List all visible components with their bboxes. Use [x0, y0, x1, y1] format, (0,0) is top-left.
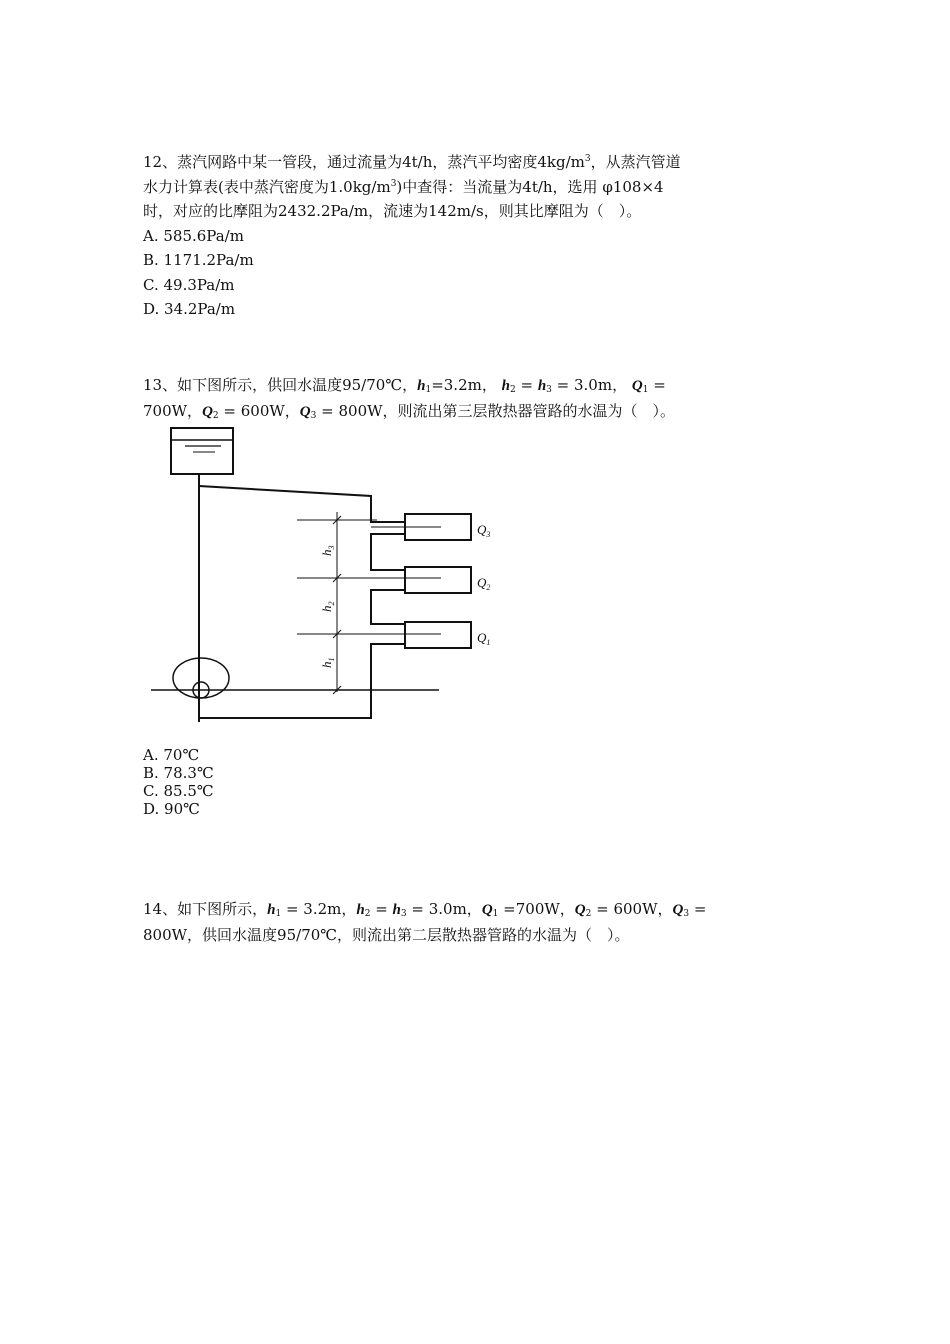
sub-2: 2 — [585, 909, 592, 919]
boiler — [173, 658, 229, 698]
q12-text-5: 时，对应的比摩阻为2432.2Pa/m，流速为142m/s，则其比摩阻为（ ）。 — [143, 202, 642, 220]
var-h: h — [501, 378, 510, 394]
heating-system-diagram — [145, 424, 505, 730]
q13-text-5: = — [648, 376, 666, 394]
sub-1: 1 — [642, 385, 649, 395]
question-13 — [143, 373, 808, 424]
q14-text-6: = 600W， — [591, 900, 673, 918]
sub-3: 3 — [310, 410, 317, 421]
q12-text-4: )中查得：当流量为4t/h，选用 φ108×4 — [396, 177, 664, 196]
return-pipe — [199, 644, 405, 718]
var-h: h — [267, 902, 276, 918]
q14-text-4: = 3.0m， — [406, 900, 482, 918]
q13-text-3: = — [515, 376, 538, 394]
sub-2: 2 — [364, 909, 371, 919]
var-q: Q — [202, 403, 213, 420]
sub-1: 1 — [492, 909, 499, 919]
sub-2: 2 — [212, 410, 219, 421]
label-q3: $Q_3$ — [477, 522, 491, 539]
supply-pipe — [199, 486, 405, 522]
question-12-stem — [143, 150, 808, 224]
label-h1: $h_1$ — [319, 657, 336, 668]
radiator-pipe — [371, 534, 405, 570]
question-14-stem — [143, 897, 808, 947]
q13-text-8: = 800W，则流出第三层散热器管路的水温为（ ）。 — [316, 401, 676, 420]
q14-text-7: = — [689, 900, 707, 918]
var-q: Q — [299, 403, 311, 420]
q12-option-d: D. 34.2Pa/m — [143, 300, 236, 318]
q12-text-3: 水力计算表(表中蒸汽密度为1.0kg/m — [143, 177, 391, 196]
sub-3: 3 — [546, 385, 552, 395]
q12-sup-1: 3 — [584, 154, 591, 164]
q14-text-1: 14、如下图所示， — [143, 900, 268, 918]
q13-text-6: 700W， — [143, 401, 203, 420]
q14-text-2: = 3.2m， — [281, 900, 357, 918]
question-13-stem — [143, 373, 808, 424]
q12-option-b: B. 1171.2Pa/m — [143, 251, 254, 269]
var-q: Q — [481, 902, 493, 918]
sub-1: 1 — [275, 909, 282, 919]
label-h3: $h_3$ — [319, 545, 336, 556]
sub-3: 3 — [400, 909, 407, 919]
expansion-tank — [171, 428, 233, 474]
q12-text-2: ，从蒸汽管道 — [590, 153, 681, 171]
q12-option-c: C. 49.3Pa/m — [143, 275, 235, 294]
label-q2: $Q_2$ — [477, 575, 491, 592]
q13-option-b: B. 78.3℃ — [143, 764, 214, 782]
q13-options — [143, 746, 214, 818]
var-h: h — [537, 378, 547, 394]
q13-option-a: A. 70℃ — [143, 746, 200, 764]
var-q: Q — [574, 902, 586, 918]
var-h: h — [392, 902, 401, 918]
var-h: h — [356, 902, 365, 918]
q14-text-8: 800W，供回水温度95/70℃，则流出第二层散热器管路的水温为（ ）。 — [143, 925, 630, 944]
q13-text-4: = 3.0m， — [551, 376, 628, 394]
q13-text-1: 13、如下图所示，供回水温度95/70℃， — [143, 376, 418, 394]
q14-text-5: =700W， — [498, 900, 575, 918]
q12-sup-2: 3 — [390, 178, 397, 189]
sub-3: 3 — [683, 909, 690, 919]
label-q1: $Q_1$ — [477, 630, 491, 647]
q12-text-1: 12、蒸汽网路中某一管段，通过流量为4t/h，蒸汽平均密度4kg/m — [143, 153, 585, 171]
radiator-pipe — [371, 590, 405, 624]
q14-text-3: = — [370, 900, 393, 918]
sub-2: 2 — [509, 385, 516, 395]
q13-text-2: =3.2m， — [431, 376, 497, 394]
q13-option-d: D. 90℃ — [143, 800, 200, 818]
q13-option-c: C. 85.5℃ — [143, 782, 214, 800]
radiator-q2 — [405, 567, 471, 593]
question-12 — [143, 150, 808, 322]
sub-1: 1 — [425, 385, 432, 395]
var-h: h — [417, 378, 426, 394]
q12-option-a: A. 585.6Pa/m — [143, 226, 244, 245]
radiator-q1 — [405, 622, 471, 648]
var-q: Q — [672, 902, 684, 918]
q13-text-7: = 600W， — [218, 401, 300, 420]
label-h2: $h_2$ — [319, 601, 336, 612]
var-q: Q — [631, 378, 643, 394]
question-14 — [143, 897, 808, 947]
